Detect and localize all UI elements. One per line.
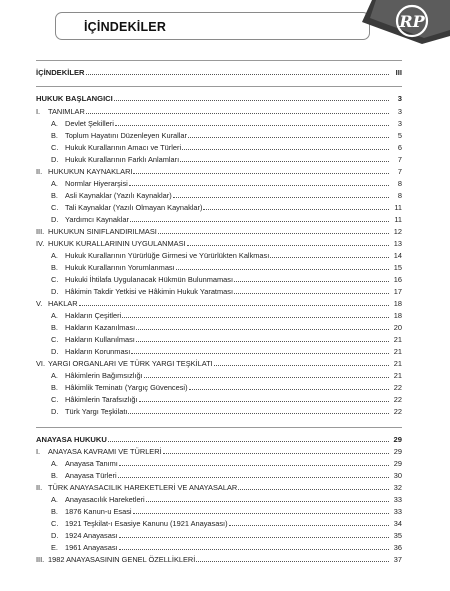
- toc-entry-number: C.: [51, 519, 59, 528]
- dot-leader: [196, 561, 389, 562]
- toc-entry[interactable]: [36, 189, 402, 200]
- toc-entry-label: HUKUK KURALLARININ UYGULANMASI: [48, 239, 186, 248]
- toc-entry-label: HUKUK BAŞLANGICI: [36, 94, 113, 103]
- toc-entry[interactable]: [36, 225, 402, 236]
- toc-entry[interactable]: [36, 92, 402, 103]
- toc-entry-label: Hukuki İhtilafa Uygulanacak Hükmün Bulunmaması: [65, 275, 234, 284]
- toc-entry-number: D.: [51, 407, 59, 416]
- toc-entry-label: Hukuk Kurallarının Yürürlüğe Girmesi ve Yürürlükten Kalkması: [65, 251, 270, 260]
- toc-entry-page: 33: [393, 507, 402, 516]
- toc-entry-label: YARGI ORGANLARI VE TÜRK YARGI TEŞKİLATI: [48, 359, 213, 368]
- toc-entry-label: İÇİNDEKİLER: [36, 68, 85, 77]
- toc-entry[interactable]: [36, 285, 402, 296]
- dot-leader: [187, 245, 389, 246]
- toc-entry-page: 22: [393, 383, 402, 392]
- toc-entry-label: Hakların Kullanılması: [65, 335, 135, 344]
- toc-entry-number: D.: [51, 287, 59, 296]
- toc-entry[interactable]: [36, 541, 402, 552]
- dot-leader: [108, 441, 389, 442]
- toc-entry-page: 3: [397, 94, 402, 103]
- toc-entry-label: Anayasa Tanımı: [65, 459, 118, 468]
- toc-entry-label: Asli Kaynaklar (Yazılı Kaynaklar): [65, 191, 172, 200]
- toc-entry-page: 21: [393, 335, 402, 344]
- toc-entry-page: 5: [397, 131, 402, 140]
- toc-entry-label: 1982 ANAYASASININ GENEL ÖZELLİKLERİ: [48, 555, 196, 564]
- toc-entry-label: Anayasa Türleri: [65, 471, 117, 480]
- toc-entry-number: II.: [36, 483, 43, 492]
- toc-entry-label: Toplum Hayatını Düzenleyen Kurallar: [65, 131, 188, 140]
- toc-entry[interactable]: [36, 105, 402, 116]
- dot-leader: [139, 401, 389, 402]
- toc-entry[interactable]: [36, 177, 402, 188]
- toc-entry-page: 8: [397, 179, 402, 188]
- toc-entry-label: ANAYASA KAVRAMI VE TÜRLERİ: [48, 447, 162, 456]
- toc-entry[interactable]: [36, 369, 402, 380]
- toc-entry-number: VI.: [36, 359, 46, 368]
- toc-entry-page: 21: [393, 371, 402, 380]
- toc-entry-label: HUKUKUN SINIFLANDIRILMASI: [48, 227, 157, 236]
- toc-entry[interactable]: [36, 201, 402, 212]
- toc-entry-number: B.: [51, 131, 58, 140]
- toc-entry-page: 30: [393, 471, 402, 480]
- dot-leader: [118, 477, 389, 478]
- dot-leader: [163, 453, 389, 454]
- toc-entry-number: B.: [51, 471, 58, 480]
- toc-entry-page: 6: [397, 143, 402, 152]
- dot-leader: [86, 113, 389, 114]
- toc-entry[interactable]: [36, 261, 402, 272]
- toc-entry[interactable]: [36, 381, 402, 392]
- toc-entry-number: I.: [36, 107, 41, 116]
- toc-entry-label: 1921 Teşkilat-ı Esasiye Kanunu (1921 Anayasası): [65, 519, 228, 528]
- toc-entry-number: I.: [36, 447, 41, 456]
- dot-leader: [188, 137, 389, 138]
- toc-entry-label: Hâkimlerin Tarafsızlığı: [65, 395, 138, 404]
- toc-entry-page: 18: [393, 299, 402, 308]
- toc-entry[interactable]: [36, 141, 402, 152]
- toc-entry[interactable]: [36, 237, 402, 248]
- dot-leader: [119, 537, 389, 538]
- toc-entry-page: 11: [394, 203, 402, 212]
- top-divider: [36, 60, 402, 61]
- toc-entry-page: 13: [393, 239, 402, 248]
- toc-entry[interactable]: [36, 165, 402, 176]
- toc-entry[interactable]: [36, 297, 402, 308]
- dot-leader: [114, 100, 389, 101]
- toc-entry-number: C.: [51, 203, 59, 212]
- toc-entry-label: Tali Kaynaklar (Yazılı Olmayan Kaynaklar): [65, 203, 203, 212]
- toc-entry[interactable]: [36, 405, 402, 416]
- toc-entry-number: A.: [51, 179, 58, 188]
- section-divider: [36, 427, 402, 428]
- dot-leader: [270, 257, 389, 258]
- toc-entry-page: 7: [397, 155, 402, 164]
- toc-entry-page: 17: [393, 287, 402, 296]
- toc-entry-page: 21: [393, 359, 402, 368]
- toc-entry-page: 22: [393, 407, 402, 416]
- toc-entry-label: Hukuk Kurallarının Yorumlanması: [65, 263, 175, 272]
- toc-entry-page: 15: [393, 263, 402, 272]
- section-divider: [36, 86, 402, 87]
- toc-entry-page: 37: [393, 555, 402, 564]
- dot-leader: [158, 233, 389, 234]
- toc-entry[interactable]: [36, 345, 402, 356]
- toc-entry-label: TÜRK ANAYASACILIK HAREKETLERİ VE ANAYASALAR: [48, 483, 238, 492]
- toc-entry-page: III: [395, 68, 402, 77]
- toc-entry[interactable]: [36, 117, 402, 128]
- toc-entry-label: Hakların Çeşitleri: [65, 311, 122, 320]
- toc-entry-label: Yardımcı Kaynaklar: [65, 215, 129, 224]
- dot-leader: [189, 389, 389, 390]
- svg-text:RP: RP: [399, 12, 425, 31]
- dot-leader: [214, 365, 389, 366]
- toc-entry-label: Devlet Şekilleri: [65, 119, 114, 128]
- dot-leader: [130, 221, 389, 222]
- toc-entry-number: B.: [51, 323, 58, 332]
- toc-entry[interactable]: [36, 433, 402, 444]
- toc-entry-label: HUKUKUN KAYNAKLARI: [48, 167, 133, 176]
- toc-entry-number: D.: [51, 215, 59, 224]
- toc-entry[interactable]: [36, 505, 402, 516]
- toc-entry[interactable]: [36, 469, 402, 480]
- dot-leader: [133, 173, 389, 174]
- toc-entry[interactable]: [36, 153, 402, 164]
- toc-entry-label: Normlar Hiyerarşisi: [65, 179, 128, 188]
- toc-entry-number: IV.: [36, 239, 45, 248]
- toc-entry-label: Hukuk Kurallarının Farklı Anlamları: [65, 155, 180, 164]
- toc-entry-number: D.: [51, 347, 59, 356]
- toc-entry[interactable]: [36, 309, 402, 320]
- toc-entry-page: 22: [393, 395, 402, 404]
- dot-leader: [119, 549, 389, 550]
- toc-entry-label: ANAYASA HUKUKU: [36, 435, 107, 444]
- dot-leader: [79, 305, 389, 306]
- toc-entry-number: C.: [51, 335, 59, 344]
- toc-entry-page: 3: [397, 107, 402, 116]
- dot-leader: [86, 74, 389, 75]
- dot-leader: [234, 281, 389, 282]
- toc-entry-label: Hakların Kazanılması: [65, 323, 136, 332]
- toc-entry-page: 29: [393, 459, 402, 468]
- toc-entry-page: 33: [393, 495, 402, 504]
- toc-entry-label: 1876 Kanun-u Esasi: [65, 507, 132, 516]
- dot-leader: [119, 465, 389, 466]
- toc-entry[interactable]: [36, 273, 402, 284]
- toc-entry-number: A.: [51, 459, 58, 468]
- toc-entry-page: 35: [393, 531, 402, 540]
- toc-entry-number: E.: [51, 543, 58, 552]
- toc-entry-number: C.: [51, 143, 59, 152]
- toc-entry-page: 18: [393, 311, 402, 320]
- toc-entry-label: 1961 Anayasası: [65, 543, 118, 552]
- toc-entry-label: Hâkimlerin Bağımsızlığı: [65, 371, 143, 380]
- toc-entry[interactable]: [36, 493, 402, 504]
- dot-leader: [229, 525, 389, 526]
- publisher-logo-icon: [362, 0, 450, 44]
- toc-entry-number: A.: [51, 495, 58, 504]
- toc-entry[interactable]: [36, 333, 402, 344]
- toc-entry-page: 14: [393, 251, 402, 260]
- dot-leader: [128, 413, 389, 414]
- toc-entry-label: Anayasacılık Hareketleri: [65, 495, 145, 504]
- dot-leader: [203, 209, 389, 210]
- toc-entry[interactable]: [36, 393, 402, 404]
- toc-entry[interactable]: [36, 357, 402, 368]
- toc-entry-number: A.: [51, 119, 58, 128]
- toc-entry-number: B.: [51, 191, 58, 200]
- toc-entry-page: 20: [393, 323, 402, 332]
- toc-entry-page: 32: [393, 483, 402, 492]
- toc-entry-page: 7: [397, 167, 402, 176]
- toc-entry-label: Hukuk Kurallarının Amacı ve Türleri: [65, 143, 182, 152]
- toc-entry-number: D.: [51, 531, 59, 540]
- toc-entry-label: Hâkimin Takdir Yetkisi ve Hâkimin Hukuk Yaratması: [65, 287, 233, 296]
- toc-entry[interactable]: [36, 321, 402, 332]
- toc-entry-page: 11: [394, 215, 402, 224]
- toc-entry[interactable]: [36, 481, 402, 492]
- toc-entry[interactable]: [36, 457, 402, 468]
- toc-entry-page: 21: [393, 347, 402, 356]
- toc-entry-number: II.: [36, 167, 43, 176]
- toc-entry-page: 8: [397, 191, 402, 200]
- toc-entry-page: 16: [393, 275, 402, 284]
- toc-entry[interactable]: [36, 129, 402, 140]
- toc-entry-number: D.: [51, 155, 59, 164]
- toc-entry-label: 1924 Anayasası: [65, 531, 118, 540]
- toc-entry-label: TANIMLAR: [48, 107, 85, 116]
- dot-leader: [173, 197, 389, 198]
- header: [0, 0, 450, 50]
- toc-entry-label: HAKLAR: [48, 299, 78, 308]
- page-title: İÇİNDEKİLER: [84, 20, 167, 34]
- dot-leader: [234, 293, 389, 294]
- toc-entry-number: C.: [51, 395, 59, 404]
- dot-leader: [136, 341, 389, 342]
- dot-leader: [182, 149, 389, 150]
- dot-leader: [129, 185, 389, 186]
- dot-leader: [131, 353, 389, 354]
- toc-entry-number: III.: [36, 227, 45, 236]
- dot-leader: [115, 125, 389, 126]
- toc-entry-page: 12: [393, 227, 402, 236]
- toc-entry-number: B.: [51, 507, 58, 516]
- toc-entry[interactable]: [36, 249, 402, 260]
- dot-leader: [180, 161, 389, 162]
- dot-leader: [238, 489, 389, 490]
- toc-entry-page: 36: [393, 543, 402, 552]
- toc-entry[interactable]: [36, 529, 402, 540]
- toc-entry-number: A.: [51, 371, 58, 380]
- dot-leader: [133, 513, 389, 514]
- toc-entry[interactable]: [36, 445, 402, 456]
- toc-entry-label: Hakların Korunması: [65, 347, 131, 356]
- toc-entry-number: III.: [36, 555, 45, 564]
- toc-entry-page: 29: [393, 435, 402, 444]
- toc-entry[interactable]: [36, 66, 402, 77]
- toc-entry[interactable]: [36, 553, 402, 564]
- dot-leader: [122, 317, 389, 318]
- dot-leader: [136, 329, 389, 330]
- toc-entry-number: V.: [36, 299, 43, 308]
- toc-entry-page: 3: [397, 119, 402, 128]
- toc-entry-number: A.: [51, 311, 58, 320]
- toc-entry-number: A.: [51, 251, 58, 260]
- dot-leader: [176, 269, 389, 270]
- dot-leader: [144, 377, 389, 378]
- toc-entry[interactable]: [36, 213, 402, 224]
- toc-entry-page: 34: [393, 519, 402, 528]
- toc-entry-label: Hâkimlik Teminatı (Yargıç Güvencesi): [65, 383, 188, 392]
- toc-entry-page: 29: [393, 447, 402, 456]
- toc-entry-number: B.: [51, 383, 58, 392]
- toc-entry[interactable]: [36, 517, 402, 528]
- toc-entry-number: B.: [51, 263, 58, 272]
- toc-entry-number: C.: [51, 275, 59, 284]
- dot-leader: [146, 501, 389, 502]
- toc-entry-label: Türk Yargı Teşkilatı: [65, 407, 128, 416]
